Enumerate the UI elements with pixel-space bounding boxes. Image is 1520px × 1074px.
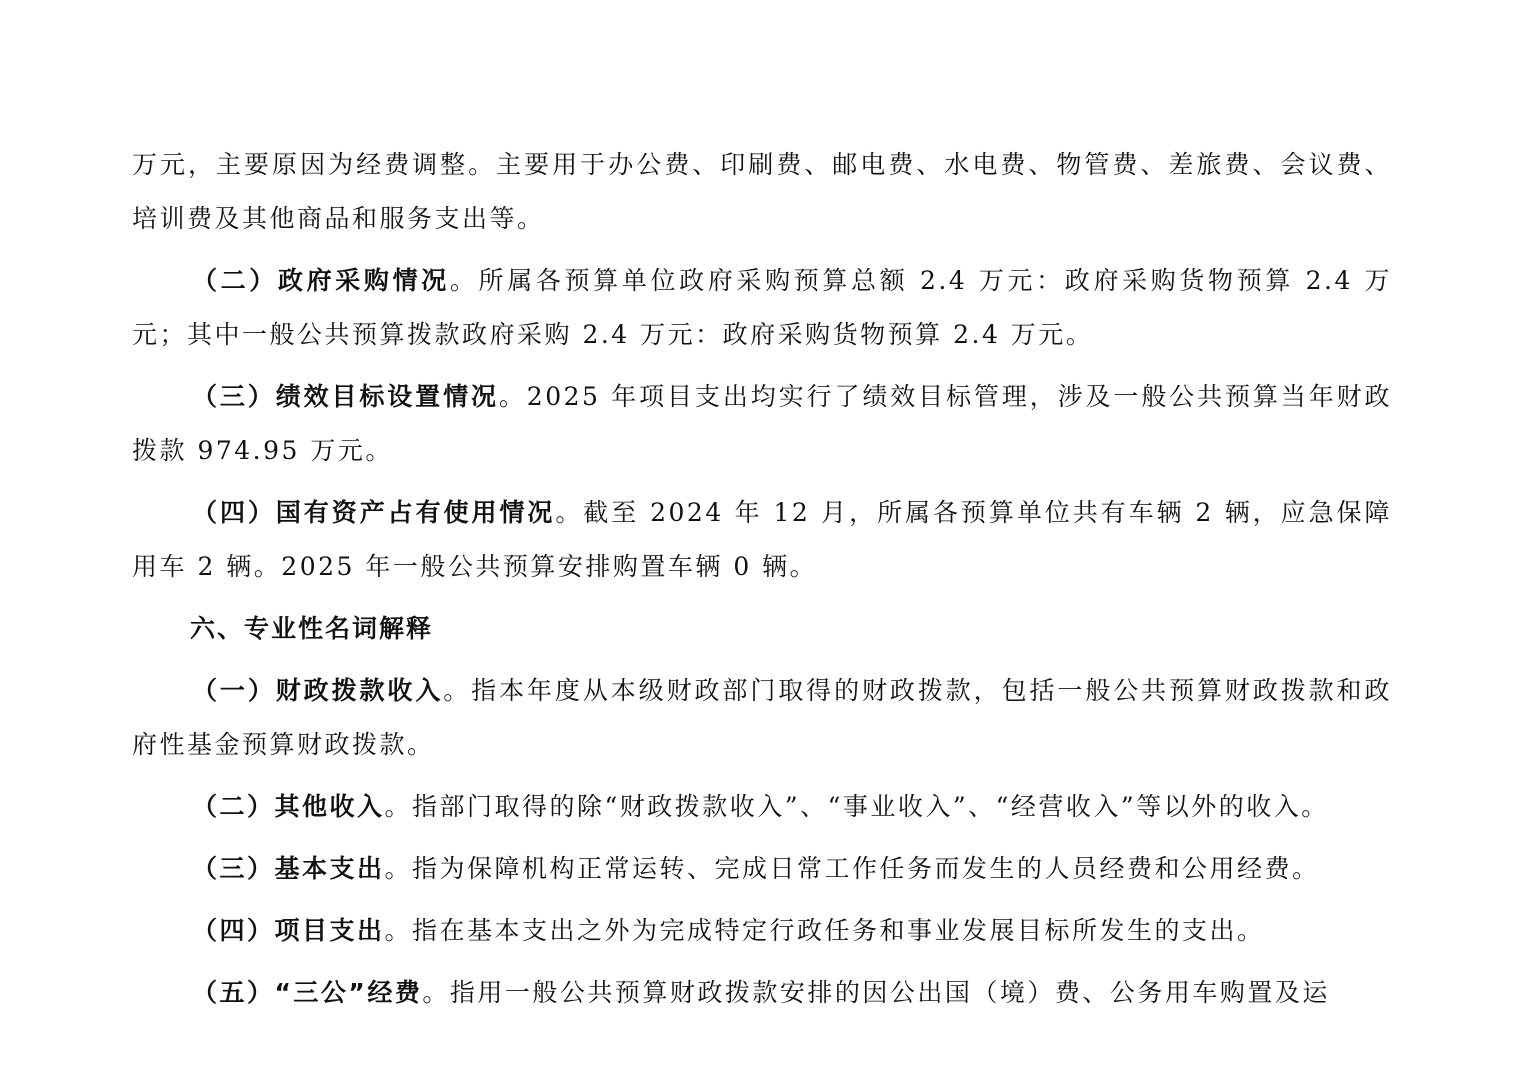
paragraph-performance-targets [132,370,1392,478]
definition-text: 。指为保障机构正常运转、完成日常工作任务而发生的人员经费和公用经费。 [384,854,1320,883]
paragraph-state-assets [132,486,1392,594]
definition-other-income [132,780,1392,834]
definition-text: 。指本年度从本级财政部门取得的财政拨款，包括一般公共预算财政拨款和政府性基金预算财政拨款。 [132,676,1392,759]
paragraph-lead: （二）政府采购情况 [192,266,450,295]
definition-text: 。指部门取得的除“财政拨款收入”、“事业收入”、“经营收入”等以外的收入。 [384,792,1329,821]
definition-basic-expenditure [132,842,1392,896]
definition-text: 。指在基本支出之外为完成特定行政任务和事业发展目标所发生的支出。 [384,916,1265,945]
paragraph-text: 。截至 2024 年 12 月，所属各预算单位共有车辆 2 辆，应急保障用车 2 辆。2025 年一般公共预算安排购置车辆 0 辆。 [132,498,1392,581]
document-page [132,138,1392,1028]
definition-text: 。指用一般公共预算财政拨款安排的因公出国（境）费、公务用车购置及运 [422,978,1330,1007]
definition-project-expenditure [132,904,1392,958]
definition-term: （一）财政拨款收入 [192,676,444,705]
paragraph-government-procurement [132,254,1392,362]
definition-three-public-expenses [132,966,1392,1020]
definition-term: （二）其他收入 [192,792,385,821]
definition-fiscal-appropriation-income [132,664,1392,772]
paragraph-text: 。2025 年项目支出均实行了绩效目标管理，涉及一般公共预算当年财政拨款 974.95 万元。 [132,382,1392,465]
definition-term: （四）项目支出 [192,916,385,945]
definition-term: （五）“三公”经费 [192,978,423,1007]
paragraph-lead: （四）国有资产占有使用情况 [192,498,556,527]
paragraph-text: 。所属各预算单位政府采购预算总额 2.4 万元：政府采购货物预算 2.4 万元；其中一般公共预算拨款政府采购 2.4 万元：政府采购货物预算 2.4 万元。 [132,266,1392,349]
section-heading: 六、专业性名词解释 [190,614,434,643]
paragraph-continuation [132,138,1392,246]
paragraph-text: 万元，主要原因为经费调整。主要用于办公费、印刷费、邮电费、水电费、物管费、差旅费、会议费、培训费及其他商品和服务支出等。 [132,150,1392,233]
paragraph-lead: （三）绩效目标设置情况 [192,382,499,411]
definition-term: （三）基本支出 [192,854,385,883]
